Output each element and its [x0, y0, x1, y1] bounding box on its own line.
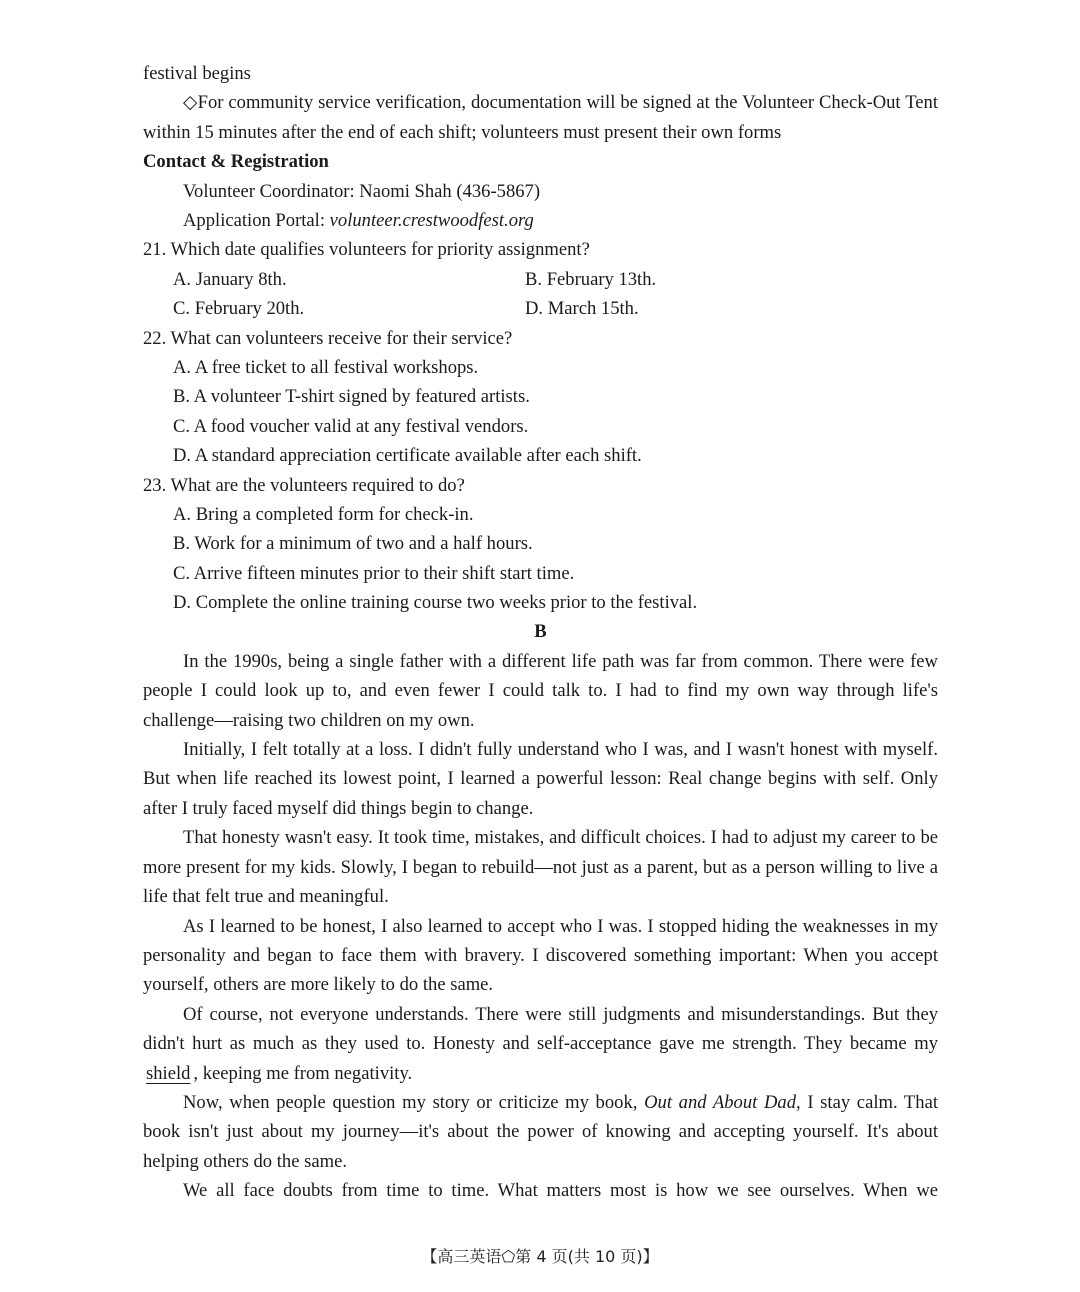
option-d: D. A standard appreciation certificate available after each shift.: [173, 445, 642, 467]
paragraph-text: Of course, not everyone understands. There were still judgments and misunderstandings. But they didn't hurt as much as they used to. Honesty and self-acceptance gave me strength. They became my: [143, 1003, 938, 1055]
verification-text: For community service verification, documentation will be signed at the Volunteer Check-Out Tent within 15 minutes after the end of each shift; volunteers must present their own forms: [143, 92, 938, 143]
paragraph-text: , keeping me from negativity.: [193, 1062, 413, 1084]
option-d: D. Complete the online training course two weeks prior to the festival.: [173, 592, 698, 614]
underlined-word: shield: [146, 1062, 191, 1084]
option-a: A. January 8th.: [173, 268, 287, 290]
passage-paragraph: [143, 1000, 938, 1088]
text-line: festival begins: [143, 63, 251, 84]
exam-page: [143, 59, 938, 1206]
section-b-heading: B: [534, 621, 547, 643]
option-c: C. A food voucher valid at any festival vendors.: [173, 415, 529, 437]
passage-paragraph: As I learned to be honest, I also learned to accept who I was. I stopped hiding the weaknesses in my personality and began to face them with bravery. I discovered something important: When you accept yourself, others are more likely to do the same.: [143, 915, 938, 996]
paragraph-text: Now, when people question my story or criticize my book,: [183, 1091, 638, 1113]
question-21-options-row-2: [143, 294, 938, 323]
coordinator-line: [143, 177, 938, 206]
coordinator-value: Naomi Shah (436-5867): [359, 180, 541, 202]
passage-paragraph: Initially, I felt totally at a loss. I didn't fully understand who I was, and I wasn't honest with myself. But when life reached its lowest point, I learned a powerful lesson: Real change begins with self. Only after I truly faced myself did things begin to change.: [143, 739, 938, 819]
question-22-stem: 22. What can volunteers receive for their service?: [143, 327, 513, 349]
option-a: A. A free ticket to all festival workshops.: [173, 356, 479, 378]
option-b: B. February 13th.: [525, 268, 657, 290]
diamond-bullet-icon: ◇: [183, 92, 198, 114]
page-footer: 【高三英语⬠第 4 页(共 10 页)】: [421, 1247, 659, 1266]
option-b: B. A volunteer T-shirt signed by featured artists.: [173, 386, 530, 408]
paragraph-text: , I stay calm. That book isn't just about my journey—it's about the power of knowing and accepting yourself. It's about helping others do the same.: [143, 1091, 939, 1172]
portal-url: volunteer.crestwoodfest.org: [329, 209, 534, 231]
passage-paragraph: That honesty wasn't easy. It took time, mistakes, and difficult choices. I had to adjust my career to be more present for my kids. Slowly, I began to rebuild—not just as a parent, but as a person willing to live a life that felt true and meaningful.: [143, 827, 938, 908]
option-c: C. Arrive fifteen minutes prior to their shift start time.: [173, 562, 575, 584]
passage-paragraph: [143, 1088, 938, 1176]
option-d: D. March 15th.: [525, 298, 639, 320]
portal-label: Application Portal:: [183, 209, 326, 231]
book-title: Out and About Dad: [644, 1091, 796, 1113]
contact-heading: Contact & Registration: [143, 151, 329, 173]
portal-line: [143, 206, 938, 235]
question-21-options-row-1: [143, 265, 938, 294]
question-21-stem: 21. Which date qualifies volunteers for priority assignment?: [143, 239, 590, 261]
passage-paragraph: We all face doubts from time to time. What matters most is how we see ourselves. When we: [183, 1180, 938, 1202]
question-23-stem: 23. What are the volunteers required to do?: [143, 474, 465, 496]
passage-paragraph: In the 1990s, being a single father with a different life path was far from common. There were few people I could look up to, and even fewer I could talk to. I had to find my own way through life's challenge—raising two children on my own.: [143, 650, 938, 731]
option-a: A. Bring a completed form for check-in.: [173, 503, 474, 525]
coordinator-label: Volunteer Coordinator:: [183, 180, 355, 202]
option-c: C. February 20th.: [173, 298, 305, 320]
option-b: B. Work for a minimum of two and a half hours.: [173, 533, 533, 555]
verification-notice: [143, 88, 938, 147]
